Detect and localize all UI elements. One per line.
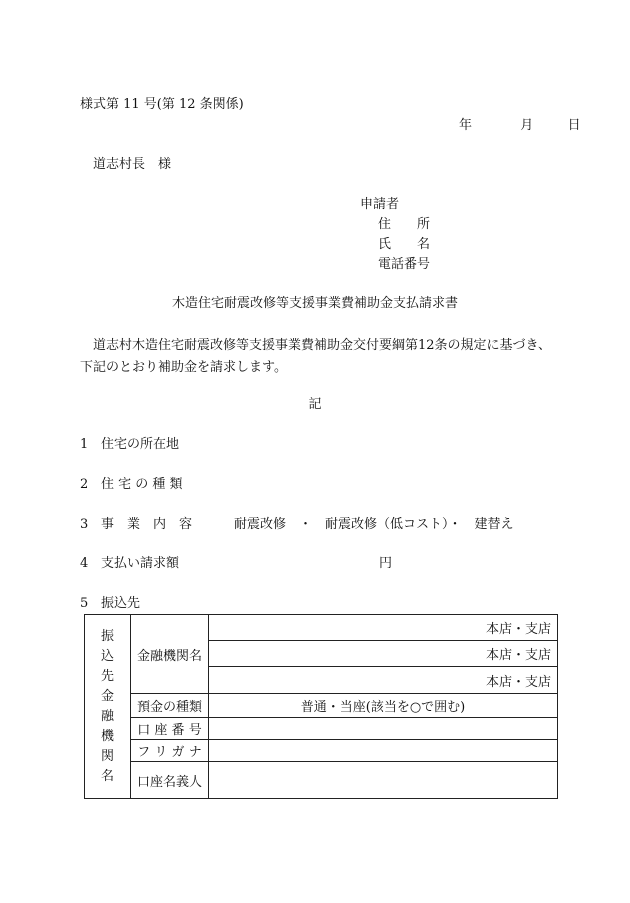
item-house-type <box>80 478 183 491</box>
item-label: 支払い請求額 <box>101 556 180 571</box>
branch-option-3[interactable]: 本店・支店 <box>209 667 558 694</box>
form-number: 様式第 11 号(第 12 条関係) <box>80 97 244 112</box>
branch-option-1[interactable]: 本店・支店 <box>209 615 558 641</box>
item-number: 5 <box>80 596 89 611</box>
item-number: 1 <box>80 437 89 452</box>
date-year: 年 <box>459 118 473 133</box>
item-label: 住 宅 の 種 類 <box>101 477 183 492</box>
deposit-type-label: 預金の種類 <box>131 694 209 718</box>
item-label: 振込先 <box>101 596 141 611</box>
institution-name-label: 金融機関名 <box>131 615 209 694</box>
applicant-label: 申請者 <box>360 197 400 212</box>
branch-option-2[interactable]: 本店・支店 <box>209 641 558 667</box>
bank-transfer-table <box>84 614 558 799</box>
date-day: 日 <box>567 118 581 133</box>
account-holder-field[interactable] <box>209 762 558 799</box>
account-number-label: 口 座 番 号 <box>131 718 209 740</box>
item-number: 3 <box>80 517 89 532</box>
document-title: 木造住宅耐震改修等支援事業費補助金支払請求書 <box>171 296 458 311</box>
item-transfer-destination <box>80 597 140 610</box>
body-line-1: 道志村木造住宅耐震改修等支援事業費補助金交付要綱第12条の規定に基づき、 <box>93 338 552 353</box>
account-holder-label: 口座名義人 <box>131 762 209 799</box>
item-project-content <box>80 518 514 531</box>
applicant-name-label: 氏 名 <box>378 237 431 252</box>
project-options: 耐震改修 ・ 耐震改修（低コスト）・ 建替え <box>234 517 514 532</box>
account-number-field[interactable] <box>209 718 558 740</box>
bank-side-label: 振 込 先 金 融 機 関 名 <box>85 615 131 799</box>
date-field <box>459 119 581 132</box>
body-line-2: 下記のとおり補助金を請求します。 <box>80 360 287 375</box>
furigana-field[interactable] <box>209 740 558 762</box>
deposit-type-value[interactable]: 普通・当座(該当を○で囲む) <box>209 694 558 718</box>
item-location <box>80 438 179 451</box>
ki-heading: 記 <box>308 397 322 412</box>
amount-unit: 円 <box>379 556 393 571</box>
item-payment-amount <box>80 557 179 570</box>
item-number: 4 <box>80 556 89 571</box>
applicant-address-label: 住 所 <box>378 217 431 232</box>
furigana-label: フ リ ガ ナ <box>131 740 209 762</box>
body-text <box>80 335 560 379</box>
date-month: 月 <box>520 118 534 133</box>
item-label: 事 業 内 容 <box>101 517 193 532</box>
item-label: 住宅の所在地 <box>101 437 180 452</box>
addressee: 道志村長 様 <box>93 157 172 172</box>
applicant-phone-label: 電話番号 <box>378 257 431 272</box>
item-number: 2 <box>80 477 89 492</box>
